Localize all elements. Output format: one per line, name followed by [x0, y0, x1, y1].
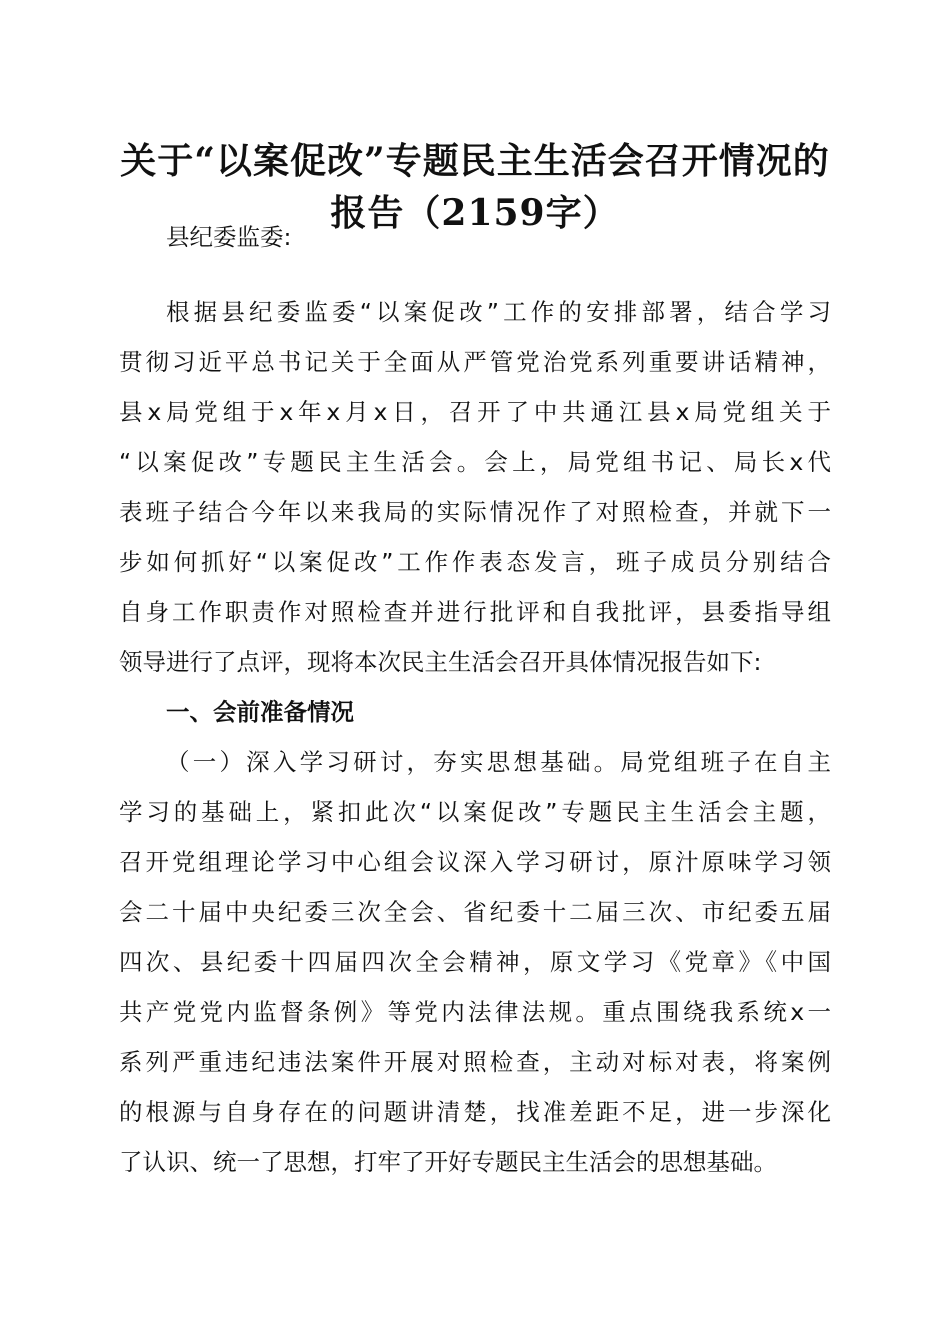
paragraph-line: 表班子结合今年以来我局的实际情况作了对照检查，并就下一	[119, 498, 831, 526]
paragraph-line: 四次、县纪委十四届四次全会精神，原文学习《党章》《中国	[119, 948, 831, 976]
paragraph-line: 会二十届中央纪委三次全会、省纪委十二届三次、市纪委五届	[119, 898, 831, 926]
paragraph-line: 了认识、统一了思想，打牢了开好专题民主生活会的思想基础。	[119, 1148, 777, 1176]
paragraph-line: 的根源与自身存在的问题讲清楚，找准差距不足，进一步深化	[119, 1098, 831, 1126]
paragraph-line: 领导进行了点评，现将本次民主生活会召开具体情况报告如下:	[119, 648, 762, 676]
paragraph-line: 县x局党组于x年x月x日，召开了中共通江县x局党组关于	[119, 398, 831, 426]
paragraph-line: 系列严重违纪违法案件开展对照检查，主动对标对表，将案例	[119, 1048, 831, 1076]
paragraph-line: 召开党组理论学习中心组会议深入学习研讨，原汁原味学习领	[119, 848, 831, 876]
paragraph-line: 步如何抓好“以案促改”工作作表态发言，班子成员分别结合	[119, 548, 831, 576]
paragraph-line: 自身工作职责作对照检查并进行批评和自我批评，县委指导组	[119, 598, 831, 626]
paragraph-line: （一）深入学习研讨，夯实思想基础。局党组班子在自主	[166, 748, 831, 776]
salutation: 县纪委监委:	[166, 223, 292, 251]
paragraph-line: 共产党党内监督条例》等党内法律法规。重点围绕我系统x一	[119, 998, 831, 1026]
paragraph-line: 根据县纪委监委“以案促改”工作的安排部署，结合学习	[166, 298, 831, 326]
paragraph-line: “以案促改”专题民主生活会。会上，局党组书记、局长x代	[119, 448, 831, 476]
paragraph-line: 学习的基础上，紧扣此次“以案促改”专题民主生活会主题，	[119, 798, 831, 826]
document-title-line-2: 报告（2159字）	[330, 192, 620, 234]
section-heading: 一、会前准备情况	[166, 698, 354, 726]
document-title-line-1: 关于“以案促改”专题民主生活会召开情况的	[120, 140, 830, 182]
paragraph-line: 贯彻习近平总书记关于全面从严管党治党系列重要讲话精神，	[119, 348, 831, 376]
